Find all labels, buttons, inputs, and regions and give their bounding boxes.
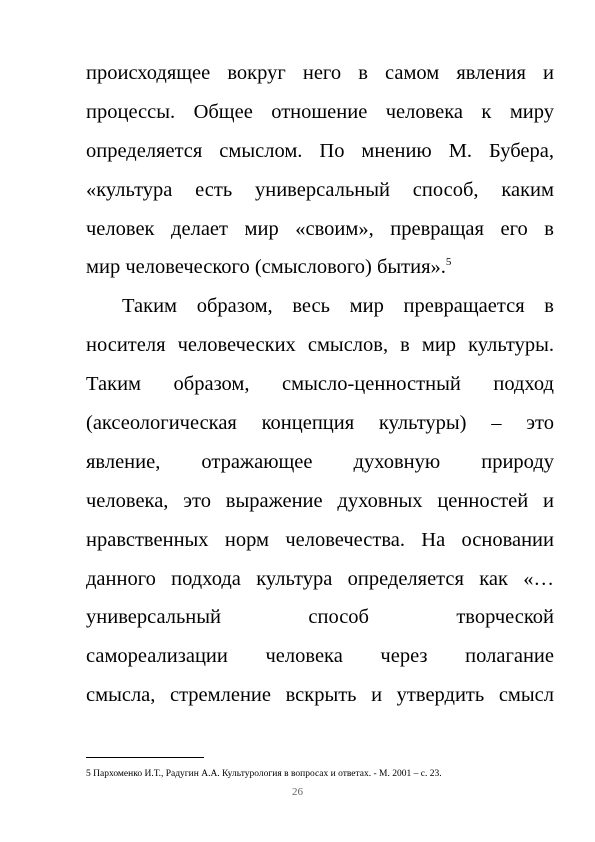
text-line: универсальный способ творческой [86,606,554,629]
text-line: человек делает мир «своим», превращая его в [86,217,554,240]
text-line: нравственных норм человечества. На основании [86,528,554,551]
footnote-number: 5 [86,769,91,779]
text-line: (аксеологическая концепция культуры) – это [86,412,554,435]
text-line: происходящее вокруг него в самом явления и [86,62,554,84]
footnote-divider [86,757,204,758]
text-line: мир человеческого (смыслового) бытия». [86,256,446,279]
footnote [86,768,554,780]
text-line: носителя человеческих смыслов, в мир культуры. [86,334,554,357]
text-line: самореализации человека через полагание [86,645,554,668]
text-line: процессы. Общее отношение человека к миру [86,100,554,123]
text-line: «культура есть универсальный способ, каким [86,178,554,201]
text-line-with-footnote [86,248,554,287]
footnote-text: Пархоменко И.Т., Радугин А.А. Культурология в вопросах и ответах. - М. 2001 – с. 23. [93,769,442,779]
text-line: смысла, стремление вскрыть и утвердить смысл [86,684,554,707]
text-line: явление, отражающее духовную природу [86,450,554,473]
page-number: 26 [292,786,303,798]
text-line: Таким образом, смысло-ценностный подход [86,373,554,396]
text-line: человека, это выражение духовных ценностей и [86,489,554,512]
paragraph-first-line: Таким образом, весь мир превращается в [122,295,554,318]
text-line: определяется смыслом. По мнению М. Бубера, [86,139,554,162]
body-text [86,54,554,715]
footnote-reference: 5 [445,256,452,269]
text-line: данного подхода культура определяется как «… [86,567,554,590]
